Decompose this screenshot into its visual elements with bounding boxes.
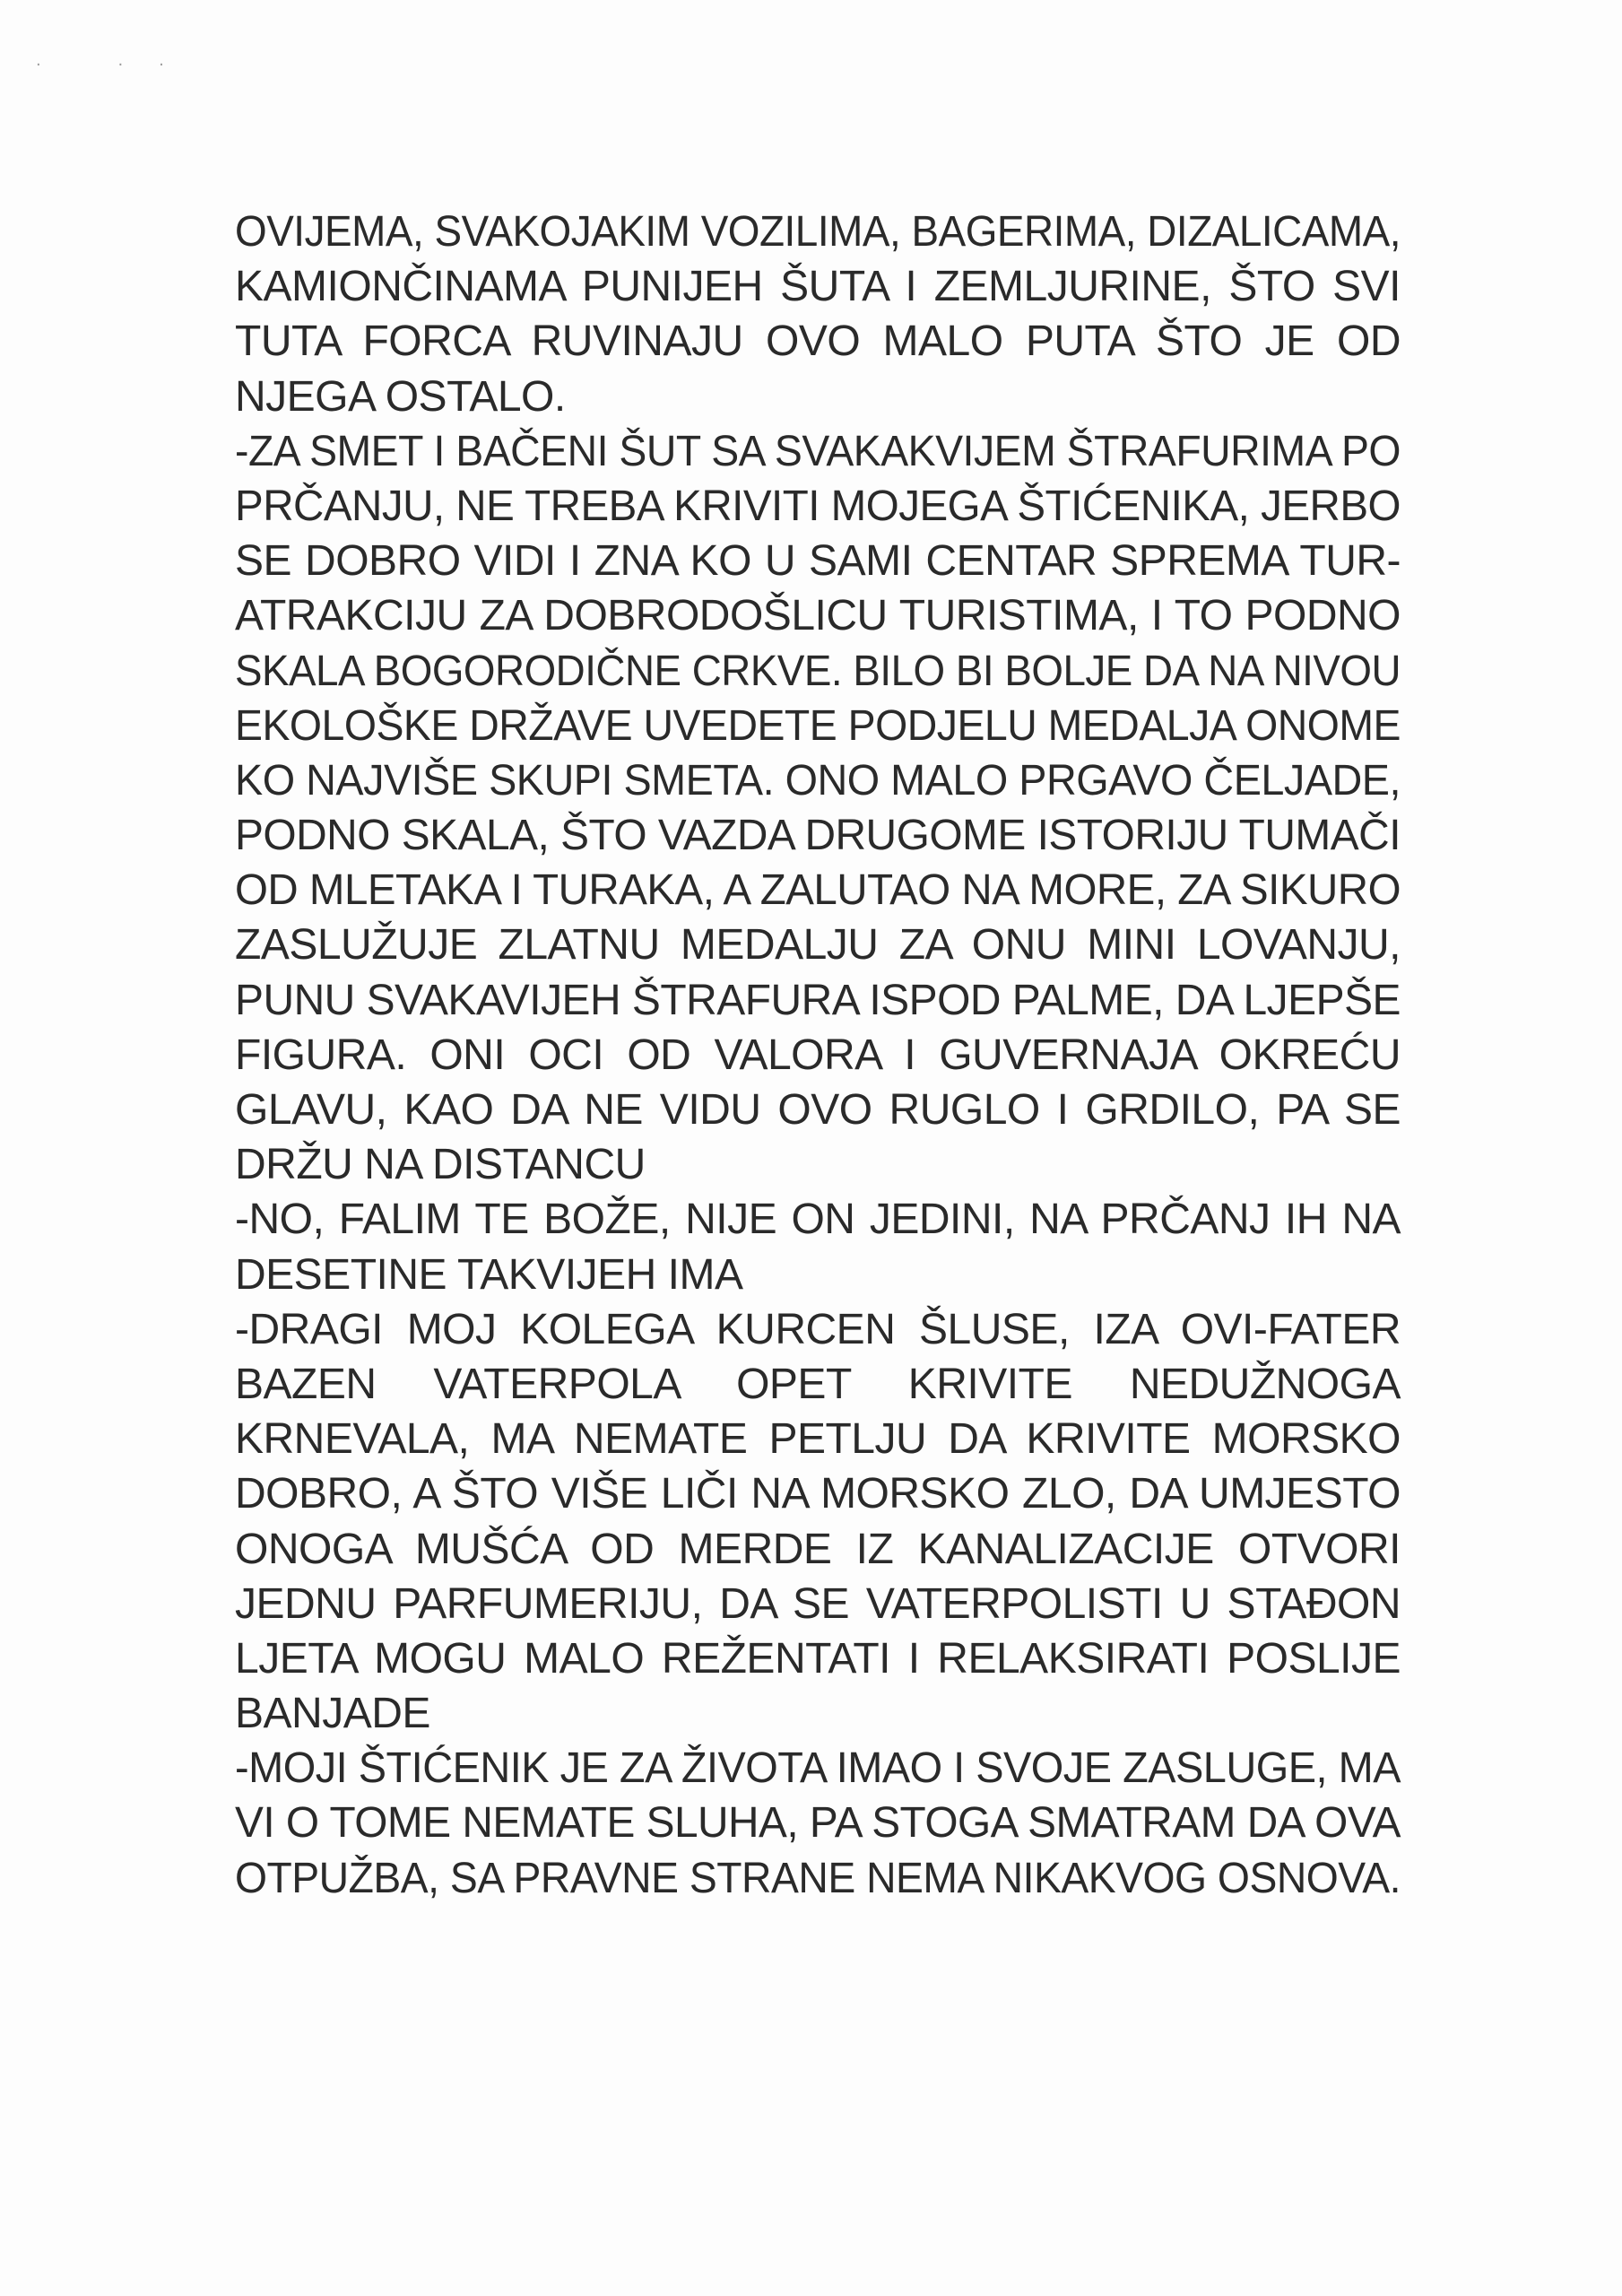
text-line: DESETINE TAKVIJEH IMA bbox=[235, 1250, 743, 1299]
text-line: EKOLOŠKE DRŽAVE UVEDETE PODJELU MEDALJA ONOME bbox=[235, 701, 1401, 750]
text-line: -ZA SMET I BAČENI ŠUT SA SVAKAKVIJEM ŠTRAFURIMA PO bbox=[235, 427, 1401, 475]
text-line: OTPUŽBA, SA PRAVNE STRANE NEMA NIKAKVOG OSNOVA. bbox=[235, 1854, 1401, 1902]
text-line: GLAVU, KAO DA NE VIDU OVO RUGLO I GRDILO, PA SE bbox=[235, 1086, 1401, 1134]
text-line: PUNU SVAKAVIJEH ŠTRAFURA ISPOD PALME, DA LJEPŠE bbox=[235, 976, 1401, 1024]
text-line: NJEGA OSTALO. bbox=[235, 372, 566, 421]
text-line: FIGURA. ONI OCI OD VALORA I GUVERNAJA OKREĆU bbox=[235, 1031, 1401, 1079]
text-line: SE DOBRO VIDI I ZNA KO U SAMI CENTAR SPREMA TUR- bbox=[235, 537, 1401, 586]
text-line: ONOGA MUŠĆA OD MERDE IZ KANALIZACIJE OTVORI bbox=[235, 1525, 1401, 1573]
text-line: DRŽU NA DISTANCU bbox=[235, 1141, 646, 1189]
text-line: TUTA FORCA RUVINAJU OVO MALO PUTA ŠTO JE OD bbox=[235, 317, 1401, 366]
text-line: SKALA BOGORODIČNE CRKVE. BILO BI BOLJE DA NA NIVOU bbox=[235, 647, 1401, 695]
text-line: OD MLETAKA I TURAKA, A ZALUTAO NA MORE, ZA SIKURO bbox=[235, 866, 1401, 915]
text-line: ATRAKCIJU ZA DOBRODOŠLICU TURISTIMA, I TO PODNO bbox=[235, 592, 1401, 640]
text-line: KAMIONČINAMA PUNIJEH ŠUTA I ZEMLJURINE, ŠTO SVI bbox=[235, 263, 1401, 311]
text-line: JEDNU PARFUMERIJU, DA SE VATERPOLISTI U STAĐON bbox=[235, 1579, 1401, 1628]
text-line: -DRAGI MOJ KOLEGA KURCEN ŠLUSE, IZA OVI-FATER bbox=[235, 1305, 1401, 1353]
text-line: OVIJEMA, SVAKOJAKIM VOZILIMA, BAGERIMA, DIZALICAMA, bbox=[235, 208, 1401, 256]
text-line: ZASLUŽUJE ZLATNU MEDALJU ZA ONU MINI LOVANJU, bbox=[235, 921, 1401, 970]
text-line: BAZEN VATERPOLA OPET KRIVITE NEDUŽNOGA bbox=[235, 1360, 1401, 1408]
text-line: PRČANJU, NE TREBA KRIVITI MOJEGA ŠTIĆENIKA, JERBO bbox=[235, 482, 1401, 530]
document-text-block bbox=[235, 204, 1401, 1906]
text-line: -NO, FALIM TE BOŽE, NIJE ON JEDINI, NA PRČANJ IH NA bbox=[235, 1196, 1401, 1244]
text-line: KRNEVALA, MA NEMATE PETLJU DA KRIVITE MORSKO bbox=[235, 1415, 1401, 1464]
text-line: VI O TOME NEMATE SLUHA, PA STOGA SMATRAM DA OVA bbox=[235, 1799, 1401, 1848]
text-line: LJETA MOGU MALO REŽENTATI I RELAKSIRATI POSLIJE bbox=[235, 1634, 1401, 1683]
text-line: BANJADE bbox=[235, 1690, 430, 1738]
text-line: -MOJI ŠTIĆENIK JE ZA ŽIVOTA IMAO I SVOJE ZASLUGE, MA bbox=[235, 1744, 1401, 1793]
text-line: PODNO SKALA, ŠTO VAZDA DRUGOME ISTORIJU TUMAČI bbox=[235, 812, 1401, 860]
text-line: DOBRO, A ŠTO VIŠE LIČI NA MORSKO ZLO, DA UMJESTO bbox=[235, 1470, 1401, 1518]
scan-specks-decoration: · ·· bbox=[36, 56, 200, 74]
text-line: KO NAJVIŠE SKUPI SMETA. ONO MALO PRGAVO ČELJADE, bbox=[235, 756, 1401, 804]
